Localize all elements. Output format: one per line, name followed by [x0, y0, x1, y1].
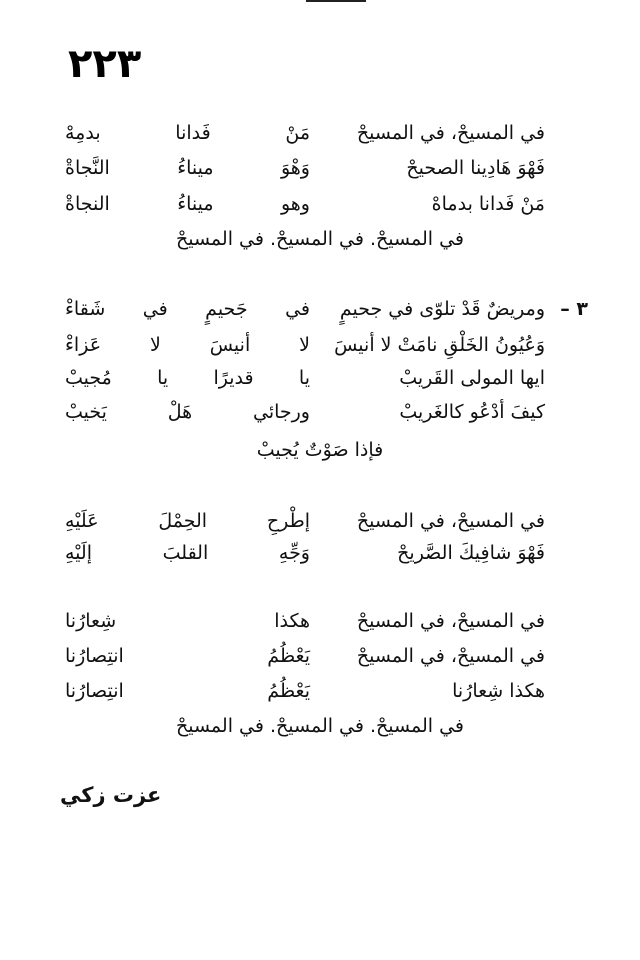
verse-line: [0, 537, 640, 569]
verse-line: [0, 188, 640, 220]
verse-right: في المسيحْ، في المسيحْ: [356, 510, 545, 532]
verse-line: [0, 293, 640, 325]
verse-left: يَعْظُمُ انتِصارُنا: [65, 645, 310, 667]
verse-left: إطْرحِ الحِمْلَ عَلَيْهِ: [65, 510, 310, 532]
verse-right: فَهْوَ شافِيكَ الصَّريحْ: [397, 542, 545, 564]
verse-line: [0, 605, 640, 637]
verse-right: في المسيحْ، في المسيحْ: [356, 645, 545, 667]
hymn-number: ٢٢٣: [68, 41, 142, 87]
refrain-line: في المسيحْ. في المسيحْ. في المسيحْ: [175, 228, 465, 250]
verse-line: [0, 640, 640, 672]
verse-line: [0, 329, 640, 361]
refrain-line: في المسيحْ. في المسيحْ. في المسيحْ: [175, 715, 465, 737]
verse-left: ورجائي هَلْ يَخيبْ: [65, 401, 310, 423]
verse-left: وَجِّهِ القلبَ إلَيْهِ: [65, 542, 310, 564]
verse-right: في المسيحْ، في المسيحْ: [356, 122, 545, 144]
verse-left: مَنْ فَدانا بدمِهْ: [65, 122, 310, 144]
verse-right: في المسيحْ، في المسيحْ: [356, 610, 545, 632]
verse-line: [0, 152, 640, 184]
refrain-line: فإذا صَوْتٌ يُجيبْ: [256, 439, 384, 461]
verse-left: وَهْوَ ميناءُ النَّجاةْ: [65, 157, 310, 179]
verse-left: يا قديرًا يا مُجيبْ: [65, 367, 310, 389]
verse-right: كيفَ أدْعُو كالغَريبْ: [399, 401, 545, 423]
verse-left: وهو ميناءُ النجاةْ: [65, 193, 310, 215]
verse-line: [0, 362, 640, 394]
top-rule: [306, 0, 366, 2]
verse-left: هكذا شِعارُنا: [65, 610, 310, 632]
verse-right: ومريضٌ قَدْ تلوّى في جحيمٍ: [339, 298, 545, 320]
verse-right: وَعُيُونُ الخَلْقِ نامَتْ لا أنيسَ: [334, 334, 545, 356]
verse-right: ايها المولى القَريبْ: [399, 367, 545, 389]
verse-left: في جَحيمٍ في شَقاءْ: [65, 298, 310, 320]
verse-line: [0, 675, 640, 707]
verse-right: مَنْ فَدانا بدماهْ: [431, 193, 545, 215]
verse-left: يَعْظُمُ انتِصارُنا: [65, 680, 310, 702]
verse-right: هكذا شِعارُنا: [452, 680, 545, 702]
stanza-number: ٣ –: [560, 298, 588, 320]
verse-line: [0, 505, 640, 537]
verse-line: [0, 396, 640, 428]
verse-line: [0, 117, 640, 149]
verse-left: لا أنيسَ لا عَزاءْ: [65, 334, 310, 356]
author-name: عزت زكي: [60, 783, 162, 807]
verse-right: فَهْوَ هَادِينا الصحيحْ: [406, 157, 545, 179]
